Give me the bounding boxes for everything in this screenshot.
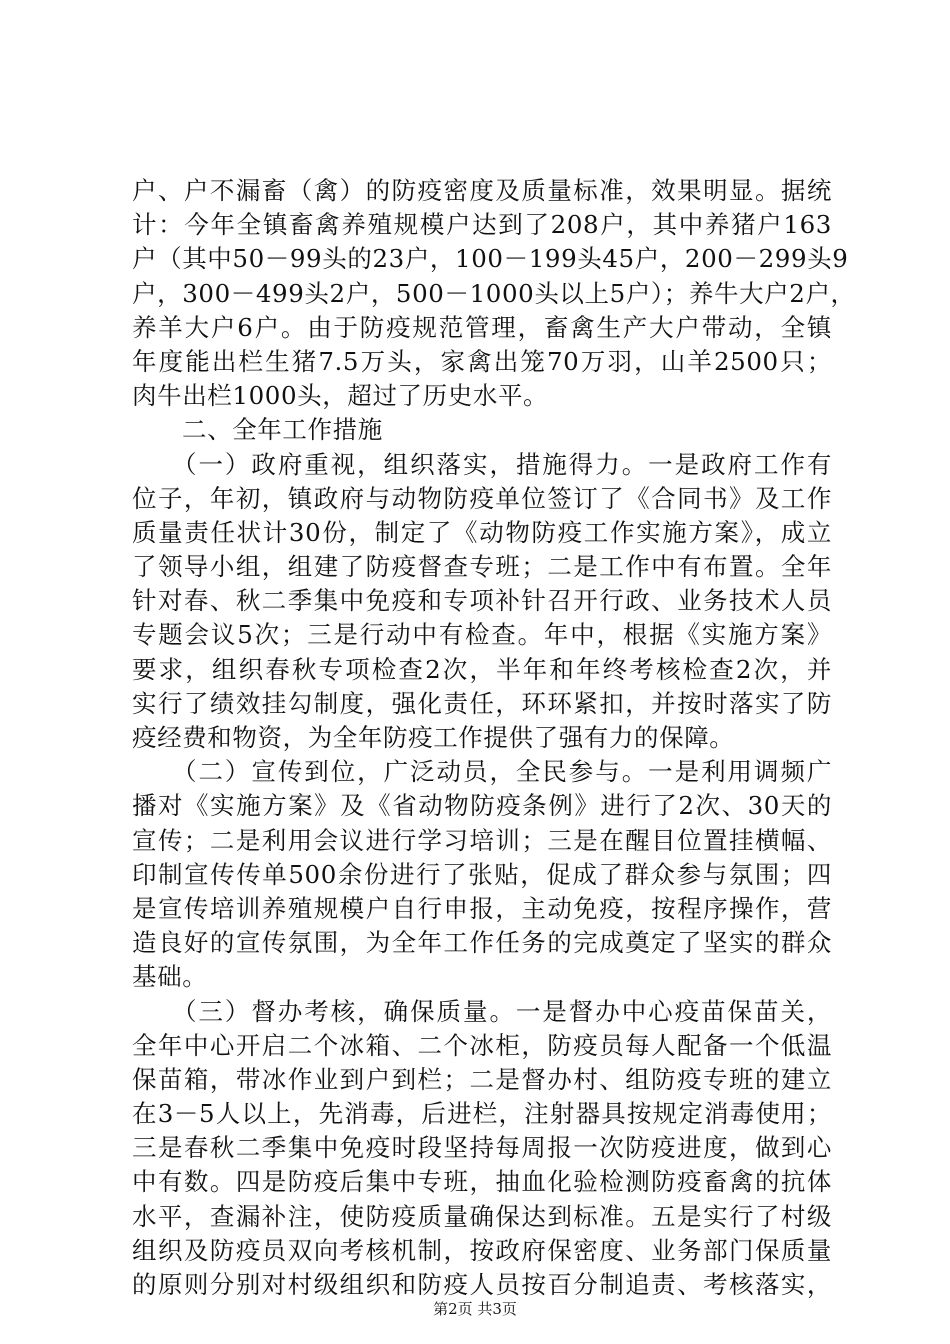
text-line: 计：今年全镇畜禽养殖规模户达到了208户，其中养猪户163 [132,210,832,240]
text-line: 疫经费和物资，为全年防疫工作提供了强有力的保障。 [132,723,735,752]
page-number-footer: 第2页 共3页 [433,1300,517,1318]
paragraph-start-line: （三）督办考核，确保质量。一是督办中心疫苗保苗关， [172,996,832,1026]
text-line: 中有数。四是防疫后集中专班，抽血化验检测防疫畜禽的抗体 [132,1167,832,1197]
text-line: 养羊大户6户。由于防疫规范管理，畜禽生产大户带动，全镇 [132,312,832,342]
text-line: 年度能出栏生猪7.5万头，家禽出笼70万羽，山羊2500只； [132,346,832,376]
text-line: 造良好的宣传氛围，为全年工作任务的完成奠定了坚实的群众 [132,928,832,958]
text-line: 位子，年初，镇政府与动物防疫单位签订了《合同书》及工作 [132,483,832,513]
text-line: 保苗箱，带冰作业到户到栏；二是督办村、组防疫专班的建立 [132,1064,832,1094]
text-line: 户，300－499头2户，500－1000头以上5户）；养牛大户2户， [132,278,856,308]
text-line: 专题会议5次；三是行动中有检查。年中，根据《实施方案》 [132,620,832,650]
text-line: 针对春、秋二季集中免疫和专项补针召开行政、业务技术人员 [132,586,832,616]
text-line: 组织及防疫员双向考核机制，按政府保密度、业务部门保质量 [132,1235,832,1265]
paragraph-start-line: （二）宣传到位，广泛动员，全民参与。一是利用调频广 [172,757,832,787]
paragraph-start-line: （一）政府重视，组织落实，措施得力。一是政府工作有 [172,449,832,479]
text-line: 的原则分别对村级组织和防疫人员按百分制追责、考核落实， [132,1270,832,1299]
text-line: 基础。 [132,962,208,992]
text-line: 户（其中50－99头的23户，100－199头45户，200－299头9 [132,244,849,274]
text-line: 三是春秋二季集中免疫时段坚持每周报一次防疫进度，做到心 [132,1133,832,1163]
text-line: 肉牛出栏1000头，超过了历史水平。 [132,381,549,411]
text-line: 要求，组织春秋专项检查2次，半年和年终考核检查2次，并 [132,654,832,684]
text-line: 在3－5人以上，先消毒，后进栏，注射器具按规定消毒使用； [132,1099,832,1129]
text-line: 印制宣传传单500余份进行了张贴，促成了群众参与氛围；四 [132,859,832,889]
text-line: 宣传；二是利用会议进行学习培训；三是在醒目位置挂横幅、 [132,825,832,855]
text-line: 播对《实施方案》及《省动物防疫条例》进行了2次、30天的 [132,791,832,821]
section-heading: 二、全年工作措施 [182,415,383,445]
text-line: 户、户不漏畜（禽）的防疫密度及质量标准，效果明显。据统 [132,176,832,205]
text-line: 质量责任状计30份，制定了《动物防疫工作实施方案》，成立 [132,517,832,547]
text-line: 是宣传培训养殖规模户自行申报，主动免疫，按程序操作，营 [132,893,832,923]
document-body [132,174,856,1302]
text-line: 全年中心开启二个冰箱、二个冰柜，防疫员每人配备一个低温 [132,1030,832,1060]
text-line: 水平，查漏补注，使防疫质量确保达到标准。五是实行了村级 [132,1201,832,1231]
text-line: 实行了绩效挂勾制度，强化责任，环环紧扣，并按时落实了防 [132,688,832,718]
text-line: 了领导小组，组建了防疫督查专班；二是工作中有布置。全年 [132,552,832,582]
